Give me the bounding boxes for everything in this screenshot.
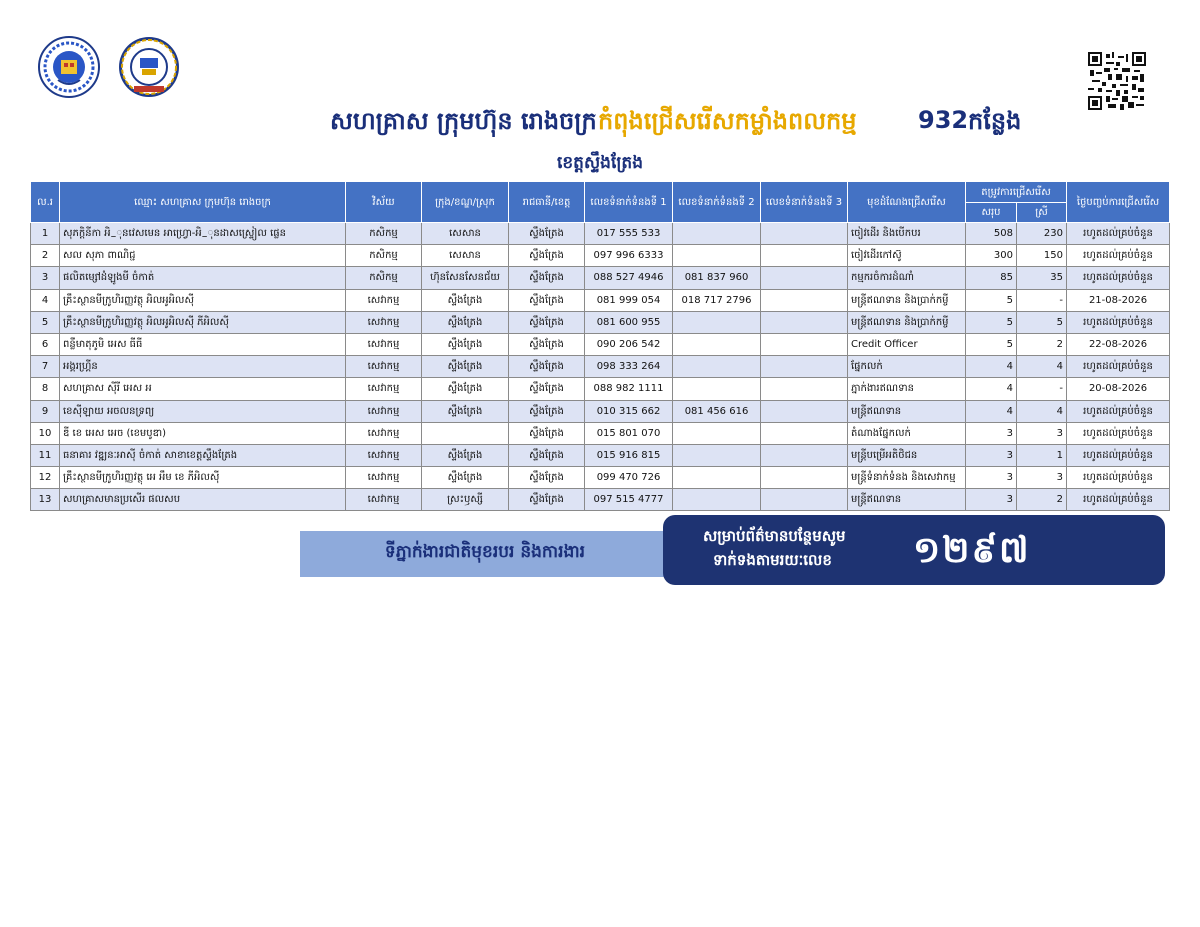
cell-phone2[interactable] bbox=[673, 444, 761, 466]
cell-female: - bbox=[1017, 289, 1067, 311]
cell-company: សល សុភា ពាណិជ្ជ bbox=[60, 245, 346, 267]
cell-position: មន្ត្រីឥណទាន bbox=[848, 489, 966, 511]
cell-district: ស្ទឹងត្រែង bbox=[422, 467, 509, 489]
cell-female: 5 bbox=[1017, 311, 1067, 333]
header-district: ក្រុង/ខណ្ឌ/ស្រុក bbox=[422, 182, 509, 223]
cell-province: ស្ទឹងត្រែង bbox=[509, 333, 585, 355]
cell-phone3[interactable] bbox=[761, 378, 848, 400]
table-row bbox=[31, 378, 1170, 400]
cell-deadline: រហូតដល់គ្រប់ចំនួន bbox=[1067, 267, 1170, 289]
cell-company: គ្រឹះស្ថានមីក្រូហិរញ្ញវត្ថុ អិលអូអិលស៊ី bbox=[60, 289, 346, 311]
cell-female: 3 bbox=[1017, 422, 1067, 444]
cell-position: មន្ត្រីឥណទាន និងប្រាក់កម្ចី bbox=[848, 289, 966, 311]
cell-province: ស្ទឹងត្រែង bbox=[509, 267, 585, 289]
cell-company: គ្រឹះស្ថានមីក្រូហិរញ្ញវត្ថុ អេ អឹម ខេ ភីអិលស៊ី bbox=[60, 467, 346, 489]
cell-total: 85 bbox=[966, 267, 1017, 289]
cell-phone3[interactable] bbox=[761, 467, 848, 489]
cell-sector: សេវាកម្ម bbox=[346, 400, 422, 422]
company-label: សហគ្រាស ក្រុមហ៊ុន រោងចក្រ bbox=[330, 107, 597, 135]
cell-phone3[interactable] bbox=[761, 289, 848, 311]
cell-female: 2 bbox=[1017, 489, 1067, 511]
cell-position: ចៀវដើរកៅស៊ូ bbox=[848, 245, 966, 267]
cell-total: 3 bbox=[966, 444, 1017, 466]
cell-total: 3 bbox=[966, 467, 1017, 489]
cell-district: ស្ទឹងត្រែង bbox=[422, 311, 509, 333]
cell-deadline: រហូតដល់គ្រប់ចំនួន bbox=[1067, 422, 1170, 444]
table-row bbox=[31, 245, 1170, 267]
cell-no: 11 bbox=[31, 444, 60, 466]
cell-district: ស្រះឫស្សី bbox=[422, 489, 509, 511]
cell-no: 10 bbox=[31, 422, 60, 444]
table-row bbox=[31, 289, 1170, 311]
cell-district: សេសាន bbox=[422, 223, 509, 245]
cell-sector: សេវាកម្ម bbox=[346, 311, 422, 333]
cell-deadline: 22-08-2026 bbox=[1067, 333, 1170, 355]
cell-female: 3 bbox=[1017, 467, 1067, 489]
header-position: មុខដំណែងជ្រើសរើស bbox=[848, 182, 966, 223]
table-row bbox=[31, 223, 1170, 245]
cell-company: អង្គរហ្គ្រីន bbox=[60, 356, 346, 378]
cell-province: ស្ទឹងត្រែង bbox=[509, 489, 585, 511]
cell-province: ស្ទឹងត្រែង bbox=[509, 467, 585, 489]
table-row bbox=[31, 311, 1170, 333]
hotline-info-line1: សម្រាប់ព័ត៌មានបន្ថែមសូម bbox=[703, 527, 846, 545]
cell-district: ស្ទឹងត្រែង bbox=[422, 356, 509, 378]
cell-position: តំណាងផ្នែកលក់ bbox=[848, 422, 966, 444]
cell-sector: សេវាកម្ម bbox=[346, 289, 422, 311]
cell-province: ស្ទឹងត្រែង bbox=[509, 311, 585, 333]
cell-district: សេសាន bbox=[422, 245, 509, 267]
cell-company: ខេស៊ីឡាយ អចលនទ្រព្យ bbox=[60, 400, 346, 422]
header-phone1: លេខទំនាក់ទំនងទី 1 bbox=[585, 182, 673, 223]
qr-code-icon[interactable] bbox=[1088, 52, 1146, 110]
table-row bbox=[31, 422, 1170, 444]
cell-female: 230 bbox=[1017, 223, 1067, 245]
cell-company: ធនាគារ វឌ្ឍនៈអាស៊ី ចំកាត់ សាខាខេត្តស្ទឹងត្រែង bbox=[60, 444, 346, 466]
cell-position: មន្ត្រីទំនាក់ទំនង និងសេវាកម្ម bbox=[848, 467, 966, 489]
total-positions: 932 bbox=[918, 106, 969, 134]
cell-position: កម្មករចំការដំណាំ bbox=[848, 267, 966, 289]
cell-phone2[interactable] bbox=[673, 356, 761, 378]
cell-sector: សេវាកម្ម bbox=[346, 378, 422, 400]
cell-province: ស្ទឹងត្រែង bbox=[509, 223, 585, 245]
cell-deadline: រហូតដល់គ្រប់ចំនួន bbox=[1067, 467, 1170, 489]
cell-total: 5 bbox=[966, 289, 1017, 311]
header-demand: តម្រូវការជ្រើសរើស bbox=[966, 182, 1067, 203]
cell-company: ឌី ខេ អេស អេច (ខេមបូឌា) bbox=[60, 422, 346, 444]
cell-phone3[interactable] bbox=[761, 333, 848, 355]
cell-position: ផ្នែកលក់ bbox=[848, 356, 966, 378]
header-company: ឈ្មោះ សហគ្រាស ក្រុមហ៊ុន រោងចក្រ bbox=[60, 182, 346, 223]
cell-sector: សេវាកម្ម bbox=[346, 467, 422, 489]
hotline-banner bbox=[663, 515, 1165, 585]
cell-phone2[interactable]: 081 456 616 bbox=[673, 400, 761, 422]
table-row bbox=[31, 467, 1170, 489]
ministry-emblem-icon bbox=[38, 36, 100, 98]
cell-sector: សេវាកម្ម bbox=[346, 422, 422, 444]
nea-emblem-icon bbox=[118, 36, 180, 98]
cell-position: មន្ត្រីឥណទាន និងប្រាក់កម្ចី bbox=[848, 311, 966, 333]
cell-district: ស្ទឹងត្រែង bbox=[422, 378, 509, 400]
header-sector: វិស័យ bbox=[346, 182, 422, 223]
cell-district bbox=[422, 422, 509, 444]
cell-province: ស្ទឹងត្រែង bbox=[509, 356, 585, 378]
cell-phone1[interactable]: 099 470 726 bbox=[585, 467, 673, 489]
cell-deadline: រហូតដល់គ្រប់ចំនួន bbox=[1067, 245, 1170, 267]
positions-unit: កន្លែង bbox=[968, 107, 1022, 135]
cell-company: គ្រឹះស្ថានមីក្រូហិរញ្ញវត្ថុ អិលអូអិលស៊ី ភីអិលស៊ី bbox=[60, 311, 346, 333]
table-row bbox=[31, 267, 1170, 289]
cell-phone3[interactable] bbox=[761, 311, 848, 333]
cell-no: 5 bbox=[31, 311, 60, 333]
cell-phone1[interactable]: 017 555 533 bbox=[585, 223, 673, 245]
cell-district: ស្ទឹងត្រែង bbox=[422, 400, 509, 422]
cell-phone2[interactable] bbox=[673, 378, 761, 400]
cell-phone1[interactable]: 090 206 542 bbox=[585, 333, 673, 355]
cell-company: សុភក្តិនីកា អិ_ុនវេសមេន អាហ្វ្រោ-អិ_ុនដាសស្ទ្រៀល ផ្លេន bbox=[60, 223, 346, 245]
cell-phone1[interactable]: 081 600 955 bbox=[585, 311, 673, 333]
cell-phone2[interactable] bbox=[673, 245, 761, 267]
cell-phone1[interactable]: 081 999 054 bbox=[585, 289, 673, 311]
cell-deadline: រហូតដល់គ្រប់ចំនួន bbox=[1067, 444, 1170, 466]
cell-no: 6 bbox=[31, 333, 60, 355]
cell-district: ស្ទឹងត្រែង bbox=[422, 333, 509, 355]
header-total: សរុប bbox=[966, 203, 1017, 223]
cell-no: 9 bbox=[31, 400, 60, 422]
table-row bbox=[31, 333, 1170, 355]
cell-no: 12 bbox=[31, 467, 60, 489]
page-title bbox=[0, 106, 1200, 146]
cell-total: 5 bbox=[966, 311, 1017, 333]
cell-total: 300 bbox=[966, 245, 1017, 267]
cell-total: 4 bbox=[966, 400, 1017, 422]
cell-phone2[interactable]: 018 717 2796 bbox=[673, 289, 761, 311]
cell-phone2[interactable] bbox=[673, 422, 761, 444]
cell-total: 4 bbox=[966, 356, 1017, 378]
cell-no: 3 bbox=[31, 267, 60, 289]
cell-total: 5 bbox=[966, 333, 1017, 355]
cell-deadline: 21-08-2026 bbox=[1067, 289, 1170, 311]
cell-phone1[interactable]: 015 801 070 bbox=[585, 422, 673, 444]
agency-name: ទីភ្នាក់ងារជាតិមុខរបរ និងការងារ bbox=[384, 542, 586, 562]
cell-total: 508 bbox=[966, 223, 1017, 245]
cell-phone3[interactable] bbox=[761, 245, 848, 267]
cell-sector: សេវាកម្ម bbox=[346, 333, 422, 355]
cell-female: 4 bbox=[1017, 356, 1067, 378]
cell-position: មន្ត្រីឥណទាន bbox=[848, 400, 966, 422]
cell-phone1[interactable]: 088 982 1111 bbox=[585, 378, 673, 400]
header-female: ស្រី bbox=[1017, 203, 1067, 223]
cell-phone2[interactable] bbox=[673, 223, 761, 245]
cell-total: 3 bbox=[966, 489, 1017, 511]
cell-phone3[interactable] bbox=[761, 400, 848, 422]
cell-phone1[interactable]: 098 333 264 bbox=[585, 356, 673, 378]
cell-phone1[interactable]: 097 996 6333 bbox=[585, 245, 673, 267]
cell-sector: សេវាកម្ម bbox=[346, 489, 422, 511]
table-row bbox=[31, 400, 1170, 422]
recruiting-label: កំពុងជ្រើសរើសកម្លាំងពលកម្ម bbox=[598, 107, 857, 135]
cell-total: 4 bbox=[966, 378, 1017, 400]
cell-position: ភ្នាក់ងារឥណទាន bbox=[848, 378, 966, 400]
cell-position: មន្ត្រីបម្រើអតិថិជន bbox=[848, 444, 966, 466]
cell-deadline: 20-08-2026 bbox=[1067, 378, 1170, 400]
cell-district: ហ៊ុនសែនសែនជ័យ bbox=[422, 267, 509, 289]
cell-position: ចៀវដើរ និងបើកបរ bbox=[848, 223, 966, 245]
cell-phone2[interactable] bbox=[673, 333, 761, 355]
cell-female: 1 bbox=[1017, 444, 1067, 466]
header-phone3: លេខទំនាក់ទំនងទី 3 bbox=[761, 182, 848, 223]
cell-phone3[interactable] bbox=[761, 444, 848, 466]
cell-phone1[interactable]: 097 515 4777 bbox=[585, 489, 673, 511]
cell-no: 2 bbox=[31, 245, 60, 267]
cell-province: ស្ទឹងត្រែង bbox=[509, 378, 585, 400]
cell-female: 150 bbox=[1017, 245, 1067, 267]
cell-deadline: រហូតដល់គ្រប់ចំនួន bbox=[1067, 356, 1170, 378]
cell-phone3[interactable] bbox=[761, 356, 848, 378]
cell-female: 2 bbox=[1017, 333, 1067, 355]
cell-phone1[interactable]: 088 527 4946 bbox=[585, 267, 673, 289]
cell-sector: កសិកម្ម bbox=[346, 223, 422, 245]
cell-female: 35 bbox=[1017, 267, 1067, 289]
cell-company: ផលិតម្សៅដំឡូងមី ចំកាត់ bbox=[60, 267, 346, 289]
cell-no: 13 bbox=[31, 489, 60, 511]
cell-phone3[interactable] bbox=[761, 422, 848, 444]
agency-banner bbox=[300, 531, 680, 577]
cell-deadline: រហូតដល់គ្រប់ចំនួន bbox=[1067, 400, 1170, 422]
cell-sector: កសិកម្ម bbox=[346, 267, 422, 289]
hotline-number[interactable]: ១២៩៧ bbox=[913, 530, 1031, 571]
cell-position: Credit Officer bbox=[848, 333, 966, 355]
cell-no: 1 bbox=[31, 223, 60, 245]
cell-company: សហគ្រាសមានប្រសើរ ផលសប bbox=[60, 489, 346, 511]
cell-female: - bbox=[1017, 378, 1067, 400]
cell-phone2[interactable] bbox=[673, 489, 761, 511]
cell-deadline: រហូតដល់គ្រប់ចំនួន bbox=[1067, 311, 1170, 333]
cell-sector: កសិកម្ម bbox=[346, 245, 422, 267]
cell-company: សហគ្រាស ស៊ីរី អេស អ bbox=[60, 378, 346, 400]
cell-province: ស្ទឹងត្រែង bbox=[509, 400, 585, 422]
cell-district: ស្ទឹងត្រែង bbox=[422, 444, 509, 466]
header-province: រាជធានី/ខេត្ត bbox=[509, 182, 585, 223]
province-subtitle: ខេត្តស្ទឹងត្រែង bbox=[557, 153, 643, 173]
table-row bbox=[31, 356, 1170, 378]
cell-sector: សេវាកម្ម bbox=[346, 356, 422, 378]
cell-phone3[interactable] bbox=[761, 489, 848, 511]
header-phone2: លេខទំនាក់ទំនងទី 2 bbox=[673, 182, 761, 223]
cell-deadline: រហូតដល់គ្រប់ចំនួន bbox=[1067, 489, 1170, 511]
cell-phone1[interactable]: 010 315 662 bbox=[585, 400, 673, 422]
table-row bbox=[31, 444, 1170, 466]
cell-no: 8 bbox=[31, 378, 60, 400]
cell-no: 7 bbox=[31, 356, 60, 378]
header-deadline: ថ្ងៃបញ្ចប់ការជ្រើសរើស bbox=[1067, 182, 1170, 223]
header-no: ល.រ bbox=[31, 182, 60, 223]
cell-total: 3 bbox=[966, 422, 1017, 444]
cell-phone2[interactable]: 081 837 960 bbox=[673, 267, 761, 289]
cell-phone2[interactable] bbox=[673, 311, 761, 333]
cell-female: 4 bbox=[1017, 400, 1067, 422]
cell-province: ស្ទឹងត្រែង bbox=[509, 245, 585, 267]
cell-phone3[interactable] bbox=[761, 223, 848, 245]
cell-phone3[interactable] bbox=[761, 267, 848, 289]
cell-company: ពន្លឺមាតុភូមិ អេស ធីធី bbox=[60, 333, 346, 355]
cell-phone1[interactable]: 015 916 815 bbox=[585, 444, 673, 466]
cell-province: ស្ទឹងត្រែង bbox=[509, 422, 585, 444]
cell-no: 4 bbox=[31, 289, 60, 311]
jobs-table bbox=[30, 181, 1170, 511]
hotline-info-line2: ទាក់ទងតាមរយៈលេខ bbox=[713, 551, 832, 569]
cell-phone2[interactable] bbox=[673, 467, 761, 489]
table-row bbox=[31, 489, 1170, 511]
cell-province: ស្ទឹងត្រែង bbox=[509, 444, 585, 466]
cell-deadline: រហូតដល់គ្រប់ចំនួន bbox=[1067, 223, 1170, 245]
cell-province: ស្ទឹងត្រែង bbox=[509, 289, 585, 311]
cell-sector: សេវាកម្ម bbox=[346, 444, 422, 466]
cell-district: ស្ទឹងត្រែង bbox=[422, 289, 509, 311]
